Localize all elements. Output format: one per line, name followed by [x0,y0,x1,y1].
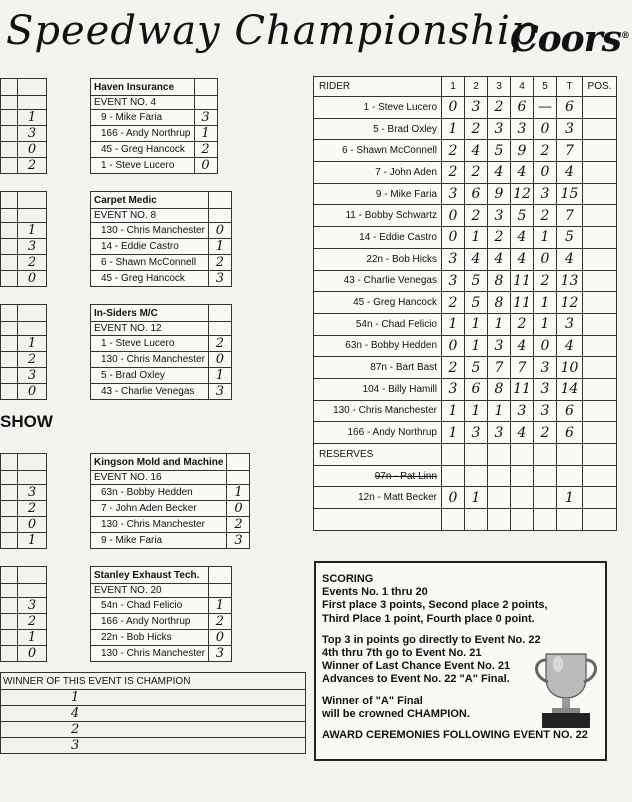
left-table-2 [0,191,47,287]
left-mark: 0 [18,142,47,158]
champion-header: WINNER OF THIS EVENT IS CHAMPION [1,673,306,690]
left-mark: 2 [18,255,47,271]
heat-score: 3 [488,335,511,357]
empty-cell [465,509,488,531]
rider-row [314,313,617,335]
rider-entry: 130 - Chris Manchester [91,517,227,533]
empty-cell [557,444,583,466]
rider-score: 3 [194,110,217,126]
heat-score: 0 [534,162,557,184]
position [583,205,617,227]
heat-score: 5 [488,140,511,162]
total-score: 6 [557,422,583,444]
heat-score: 2 [534,270,557,292]
champion-table [0,672,306,754]
total-score: 7 [557,205,583,227]
rider-entry: 7 - John Aden Becker [91,501,227,517]
scoring-line: Top 3 in points go directly to Event No. 22 [322,633,541,646]
rider-score: 0 [208,630,231,646]
heat-score: 3 [534,183,557,205]
sponsor-name: Stanley Exhaust Tech. [91,567,209,584]
event-number: EVENT NO. 20 [91,584,209,598]
rider-entry: 166 - Andy Northrup [91,614,209,630]
heat-score: 11 [511,292,534,314]
heat-score: 2 [534,422,557,444]
rider-entry: 6 - Shawn McConnell [91,255,209,271]
total-score: 6 [557,97,583,119]
heat-score: 1 [442,118,465,140]
left-mark: 3 [18,239,47,255]
heat-score [534,465,557,487]
rider-score: 3 [208,271,231,287]
scoring-line: Winner of "A" Final [322,694,423,707]
column-header: 5 [534,77,557,97]
heat-score: 3 [442,248,465,270]
heat-score: 0 [534,118,557,140]
heat-score: 0 [534,248,557,270]
rider-row [314,248,617,270]
rider-name: 12n - Matt Becker [314,487,442,509]
left-mark: 3 [18,368,47,384]
rider-name: 6 - Shawn McConnell [314,140,442,162]
left-mark: 1 [18,336,47,352]
heat-score: 7 [488,357,511,379]
total-score: 5 [557,227,583,249]
rider-entry: 130 - Chris Manchester [91,352,209,368]
left-mark: 1 [18,533,47,549]
sponsor-name: Kingson Mold and Machine [91,454,227,471]
position [583,335,617,357]
rider-name: 1 - Steve Lucero [314,97,442,119]
heat-score: 1 [488,313,511,335]
rider-name: 11 - Bobby Schwartz [314,205,442,227]
heat-score: 5 [465,292,488,314]
position [583,487,617,509]
empty-cell [534,509,557,531]
empty-cell [488,509,511,531]
heat-score: 0 [442,205,465,227]
heat-score: 2 [442,357,465,379]
rider-row [314,292,617,314]
total-score: 6 [557,400,583,422]
rider-row [314,422,617,444]
heat-score: 3 [511,400,534,422]
total-score: 15 [557,183,583,205]
position [583,183,617,205]
rider-entry: 63n - Bobby Hedden [91,485,227,501]
heat-score: 5 [465,357,488,379]
rider-row [314,162,617,184]
reserves-row [314,444,617,466]
position [583,400,617,422]
empty-cell [511,509,534,531]
heat-score [488,487,511,509]
rider-name: 54n - Chad Felicio [314,313,442,335]
heat-score: 3 [442,183,465,205]
rider-entry: 1 - Steve Lucero [91,158,195,174]
sponsor-name: In-Siders M/C [91,305,209,322]
rider-score: 0 [208,352,231,368]
scoring-line: Winner of Last Chance Event No. 21 [322,660,511,673]
scoring-footer: AWARD CEREMONIES FOLLOWING EVENT NO. 22 [322,729,588,742]
left-mark: 2 [18,158,47,174]
rider-score: 0 [194,158,217,174]
heat-score: — [534,97,557,119]
heat-score: 2 [534,140,557,162]
rider-score: 3 [208,384,231,400]
heat-score: 4 [511,422,534,444]
column-header: POS. [583,77,617,97]
heat-score: 12 [511,183,534,205]
position [583,313,617,335]
heat-score: 1 [465,487,488,509]
left-mark: 0 [18,646,47,662]
heat-score: 4 [488,162,511,184]
heat-score: 2 [442,162,465,184]
heat-score: 1 [442,313,465,335]
heat-score: 3 [534,400,557,422]
rider-score: 1 [208,598,231,614]
heat-score: 3 [511,118,534,140]
heat-score: 2 [511,313,534,335]
rider-entry: 166 - Andy Northrup [91,126,195,142]
heat-score: 2 [442,140,465,162]
left-mark: 1 [18,630,47,646]
left-mark: 0 [18,271,47,287]
rider-name: 97n - Pat Linn [314,465,442,487]
rider-grid [313,76,617,531]
heat-score: 4 [488,248,511,270]
rider-entry: 9 - Mike Faria [91,533,227,549]
heat-score: 8 [488,292,511,314]
total-score: 4 [557,162,583,184]
heat-score: 2 [488,227,511,249]
empty-cell [511,444,534,466]
position [583,357,617,379]
rider-name: 9 - Mike Faria [314,183,442,205]
rider-name: 130 - Chris Manchester [314,400,442,422]
heat-score: 3 [488,205,511,227]
reserves-label: RESERVES [314,444,442,466]
heat-score: 7 [511,357,534,379]
rider-score: 3 [227,533,250,549]
position [583,248,617,270]
heat-score: 1 [488,400,511,422]
scoring-line: First place 3 points, Second place 2 points, [322,599,548,612]
left-table-4 [0,453,47,549]
heat-score: 2 [465,162,488,184]
event-table [90,78,218,174]
heat-score: 3 [465,97,488,119]
heat-score: 2 [465,205,488,227]
heat-score: 4 [511,248,534,270]
rider-row [314,205,617,227]
empty-cell [583,444,617,466]
rider-score: 2 [208,614,231,630]
heat-score: 8 [488,270,511,292]
rider-row [314,378,617,400]
sponsor-name: Carpet Medic [91,192,209,209]
heat-score: 9 [488,183,511,205]
position [583,97,617,119]
left-mark: 0 [18,517,47,533]
empty-cell [557,509,583,531]
heat-score: 3 [442,270,465,292]
empty-cell [442,444,465,466]
left-mark: 3 [18,126,47,142]
empty-cell [465,444,488,466]
trophy-icon [528,650,604,730]
position [583,162,617,184]
rider-name: 14 - Eddie Castro [314,227,442,249]
total-score [557,465,583,487]
total-score: 4 [557,248,583,270]
heat-score [511,465,534,487]
rider-row [314,270,617,292]
heat-score: 6 [511,97,534,119]
heat-score: 3 [534,357,557,379]
left-mark: 2 [18,614,47,630]
rider-row [314,357,617,379]
total-score: 3 [557,313,583,335]
position [583,227,617,249]
heat-score: 1 [465,313,488,335]
rider-entry: 45 - Greg Hancock [91,142,195,158]
rider-name: 7 - John Aden [314,162,442,184]
rider-entry: 43 - Charlie Venegas [91,384,209,400]
rider-row [314,227,617,249]
event-table [90,453,250,549]
heat-score: 2 [534,205,557,227]
rider-score: 2 [208,336,231,352]
column-header: T [557,77,583,97]
total-score: 7 [557,140,583,162]
empty-cell [442,509,465,531]
heat-score: 0 [442,227,465,249]
heat-score: 3 [465,422,488,444]
rider-score: 2 [227,517,250,533]
rider-row [314,97,617,119]
empty-cell [314,509,442,531]
champion-mark: 3 [1,738,306,754]
champion-mark: 1 [1,690,306,706]
rider-name: 87n - Bart Bast [314,357,442,379]
total-score: 4 [557,335,583,357]
rider-score: 1 [208,368,231,384]
heat-score: 11 [511,270,534,292]
position [583,422,617,444]
heat-score: 11 [511,378,534,400]
heat-score: 5 [511,205,534,227]
event-table [90,191,232,287]
heat-score [488,465,511,487]
rider-name: 43 - Charlie Venegas [314,270,442,292]
heat-score: 1 [465,335,488,357]
position [583,118,617,140]
heat-score: 3 [442,378,465,400]
left-table-1 [0,78,47,174]
left-table-5 [0,566,47,662]
heat-score: 4 [511,227,534,249]
empty-cell [583,509,617,531]
heat-score [465,465,488,487]
rider-row [314,465,617,487]
rider-entry: 130 - Chris Manchester [91,646,209,662]
rider-entry: 1 - Steve Lucero [91,336,209,352]
column-header: RIDER [314,77,442,97]
event-number: EVENT NO. 4 [91,96,195,110]
heat-score: 3 [534,378,557,400]
event-number: EVENT NO. 16 [91,471,227,485]
event-table [90,566,232,662]
heat-score: 1 [442,422,465,444]
heat-score: 3 [488,422,511,444]
rider-name: 63n - Bobby Hedden [314,335,442,357]
scoring-line: will be crowned CHAMPION. [322,707,470,720]
rider-entry: 14 - Eddie Castro [91,239,209,255]
rider-entry: 54n - Chad Felicio [91,598,209,614]
total-score: 14 [557,378,583,400]
rider-row [314,487,617,509]
total-score: 12 [557,292,583,314]
position [583,292,617,314]
blank-row [314,509,617,531]
left-mark: 1 [18,223,47,239]
scoring-heading: SCORING [322,573,374,585]
rider-score: 1 [208,239,231,255]
column-header: 3 [488,77,511,97]
left-mark: 3 [18,598,47,614]
left-mark: 0 [18,384,47,400]
heat-score: 6 [465,378,488,400]
event-table [90,304,232,400]
coors-logo: Coors® [510,18,629,60]
scoring-line: Third Place 1 point, Fourth place 0 point. [322,612,535,625]
heat-score: 4 [465,140,488,162]
rider-score: 1 [194,126,217,142]
total-score: 1 [557,487,583,509]
rider-score: 3 [208,646,231,662]
rider-name: 5 - Brad Oxley [314,118,442,140]
rider-row [314,400,617,422]
heat-score: 6 [465,183,488,205]
rider-entry: 130 - Chris Manchester [91,223,209,239]
heat-score: 5 [465,270,488,292]
rider-name: 166 - Andy Northrup [314,422,442,444]
heat-score: 0 [534,335,557,357]
heat-score: 4 [511,162,534,184]
total-score: 3 [557,118,583,140]
grid-header-row [314,77,617,97]
heat-score: 1 [534,292,557,314]
heat-score: 1 [534,227,557,249]
scoring-line: 4th thru 7th go to Event No. 21 [322,647,482,660]
heat-score: 8 [488,378,511,400]
heat-score: 1 [465,227,488,249]
sponsor-name: Haven Insurance [91,79,195,96]
rider-entry: 45 - Greg Hancock [91,271,209,287]
rider-row [314,335,617,357]
left-mark: 1 [18,110,47,126]
rider-score: 1 [227,485,250,501]
heat-score: 4 [465,248,488,270]
rider-entry: 22n - Bob Hicks [91,630,209,646]
empty-cell [534,444,557,466]
scoring-line: Events No. 1 thru 20 [322,586,428,599]
left-table-3 [0,304,47,400]
heat-score: 1 [442,400,465,422]
column-header: 4 [511,77,534,97]
total-score: 10 [557,357,583,379]
rider-entry: 9 - Mike Faria [91,110,195,126]
position [583,270,617,292]
heat-score [442,465,465,487]
rider-row [314,118,617,140]
heat-score [534,487,557,509]
heat-score: 2 [488,97,511,119]
scoring-line: Advances to Event No. 22 "A" Final. [322,673,510,686]
heat-score: 2 [442,292,465,314]
left-mark: 2 [18,501,47,517]
column-header: 2 [465,77,488,97]
rider-name: 22n - Bob Hicks [314,248,442,270]
heat-score: 4 [511,335,534,357]
heat-score: 1 [465,400,488,422]
heat-score [511,487,534,509]
heat-score: 1 [534,313,557,335]
show-label: SHOW [0,412,53,431]
rider-score: 2 [194,142,217,158]
left-mark: 2 [18,352,47,368]
champion-mark: 4 [1,706,306,722]
heat-score: 9 [511,140,534,162]
left-mark: 3 [18,485,47,501]
rider-name: 45 - Greg Hancock [314,292,442,314]
rider-row [314,140,617,162]
event-number: EVENT NO. 8 [91,209,209,223]
event-number: EVENT NO. 12 [91,322,209,336]
rider-score: 0 [208,223,231,239]
rider-entry: 5 - Brad Oxley [91,368,209,384]
rider-score: 0 [227,501,250,517]
rider-score: 2 [208,255,231,271]
position [583,140,617,162]
heat-score: 0 [442,487,465,509]
heat-score: 0 [442,97,465,119]
total-score: 13 [557,270,583,292]
empty-cell [488,444,511,466]
position [583,378,617,400]
champion-mark: 2 [1,722,306,738]
rider-row [314,183,617,205]
heat-score: 0 [442,335,465,357]
page-title: Speedway Championship [6,8,538,54]
heat-score: 3 [488,118,511,140]
heat-score: 2 [465,118,488,140]
position [583,465,617,487]
column-header: 1 [442,77,465,97]
rider-name: 104 - Billy Hamill [314,378,442,400]
